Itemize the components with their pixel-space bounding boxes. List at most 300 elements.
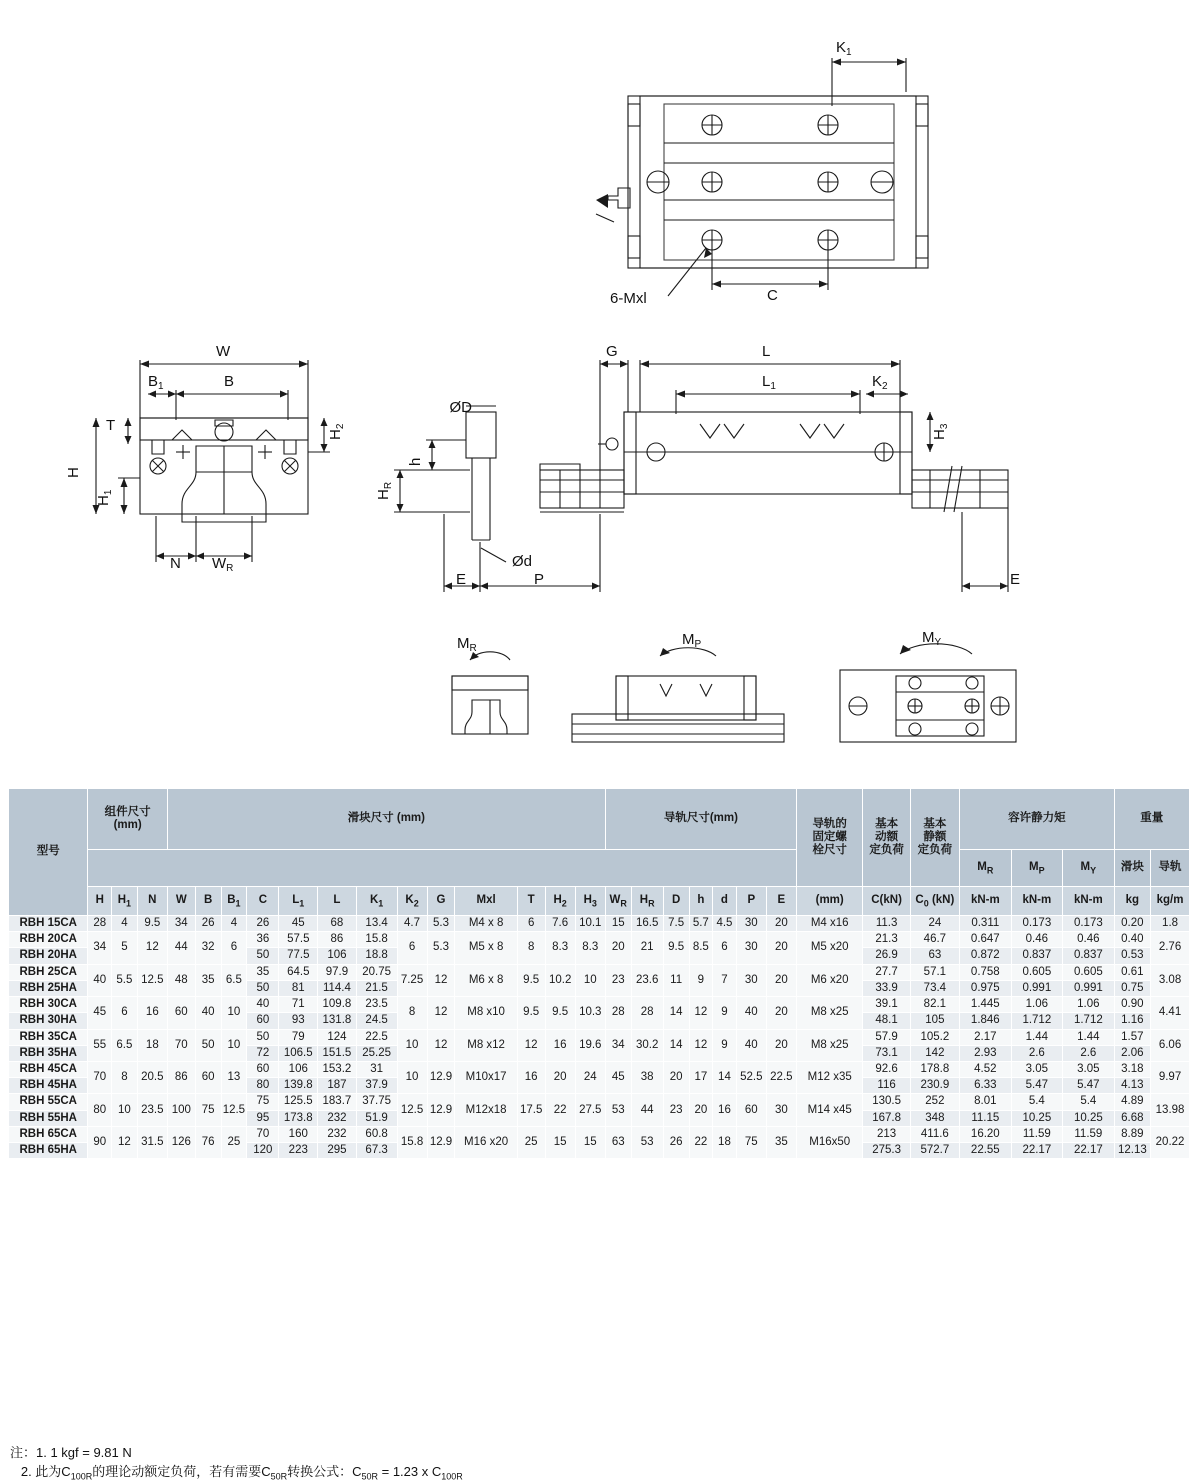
cell-WR: 28	[605, 997, 631, 1029]
cell-d: 16	[713, 1094, 737, 1126]
cell-weight-block: 0.61	[1114, 964, 1150, 980]
sym-K2: $K_2$	[397, 887, 427, 916]
cell-T: 6	[517, 916, 545, 932]
cell-model: RBH 45CA	[9, 1061, 88, 1077]
cell-MR: 4.52	[960, 1061, 1012, 1077]
label-h1: $H_1$	[95, 489, 114, 506]
cell-C-kN: 92.6	[863, 1061, 910, 1077]
cell-bolt: M8 x25	[796, 997, 863, 1029]
cell-H2: 16	[545, 1029, 575, 1061]
label-h2: $H_2$	[327, 423, 346, 440]
cell-Mxl: M4 x 8	[455, 916, 517, 932]
table-header-symbols	[9, 887, 1190, 916]
spec-table-wrap	[8, 788, 1190, 1159]
cell-P: 52.5	[736, 1061, 766, 1093]
cell-MY: 10.25	[1063, 1110, 1115, 1126]
cell-d: 4.5	[713, 916, 737, 932]
label-w: W	[216, 343, 231, 360]
cell-model: RBH 25CA	[9, 964, 88, 980]
cell-C-kN: 130.5	[863, 1094, 910, 1110]
table-row	[9, 916, 1190, 932]
cell-weight-block: 1.16	[1114, 1013, 1150, 1029]
cell-K2: 8	[397, 997, 427, 1029]
cell-MP: 5.4	[1011, 1094, 1063, 1110]
cell-H3: 27.5	[575, 1094, 605, 1126]
cell-bolt: M5 x20	[796, 932, 863, 964]
table-row	[9, 997, 1190, 1013]
cell-G: 12.9	[427, 1126, 455, 1158]
unit-w-block: kg	[1114, 887, 1150, 916]
cell-bolt: M4 x16	[796, 916, 863, 932]
sym-H: H	[88, 887, 112, 916]
sym-E: E	[766, 887, 796, 916]
cell-MY: 3.05	[1063, 1061, 1115, 1077]
cell-E: 22.5	[766, 1061, 796, 1093]
cell-H3: 19.6	[575, 1029, 605, 1061]
cell-E: 20	[766, 916, 796, 932]
table-row	[9, 964, 1190, 980]
cell-HR: 53	[631, 1126, 663, 1158]
cell-model: RBH 25HA	[9, 980, 88, 996]
cell-L: 232	[318, 1110, 357, 1126]
unit-mr: kN-m	[960, 887, 1012, 916]
cell-K1: 60.8	[356, 1126, 397, 1142]
cell-C0-kN: 24	[910, 916, 959, 932]
cell-K1: 21.5	[356, 980, 397, 996]
cell-L: 183.7	[318, 1094, 357, 1110]
cell-E: 20	[766, 1029, 796, 1061]
cell-C0-kN: 411.6	[910, 1126, 959, 1142]
cell-L1: 45	[279, 916, 318, 932]
cell-B: 32	[195, 932, 221, 964]
label-p: P	[534, 571, 545, 588]
cell-D: 26	[663, 1126, 689, 1158]
sym-d: d	[713, 887, 737, 916]
cell-B1: 10	[221, 1029, 247, 1061]
front-view	[93, 360, 331, 562]
cell-W: 100	[167, 1094, 195, 1126]
cell-MY: 11.59	[1063, 1126, 1115, 1142]
label-k2: $K_2$	[872, 373, 888, 392]
cell-C-kN: 116	[863, 1078, 910, 1094]
moment-diagrams	[452, 644, 1016, 742]
cell-K2: 4.7	[397, 916, 427, 932]
cell-W: 34	[167, 916, 195, 932]
cell-K2: 10	[397, 1029, 427, 1061]
cell-d: 18	[713, 1126, 737, 1158]
table-row	[9, 1061, 1190, 1077]
cell-K1: 22.5	[356, 1029, 397, 1045]
sub-weight-rail: 导轨	[1151, 850, 1190, 887]
cell-H2: 22	[545, 1094, 575, 1126]
col-rail-group: 导轨尺寸(mm)	[605, 789, 796, 850]
cell-K1: 13.4	[356, 916, 397, 932]
cell-C-kN: 73.1	[863, 1045, 910, 1061]
cell-C-kN: 167.8	[863, 1110, 910, 1126]
col-static-group: 基本 静额 定负荷	[910, 789, 959, 887]
cell-K1: 18.8	[356, 948, 397, 964]
cell-H1: 8	[112, 1061, 138, 1093]
cell-C-kN: 26.9	[863, 948, 910, 964]
sub-mp: $M_P$	[1011, 850, 1063, 887]
cell-MP: 1.44	[1011, 1029, 1063, 1045]
cell-L1: 71	[279, 997, 318, 1013]
cell-B1: 13	[221, 1061, 247, 1093]
cell-MP: 0.173	[1011, 916, 1063, 932]
cell-C-kN: 21.3	[863, 932, 910, 948]
cell-MY: 1.06	[1063, 997, 1115, 1013]
cell-MP: 2.6	[1011, 1045, 1063, 1061]
sym-K1: $K_1$	[356, 887, 397, 916]
cell-weight-block: 1.57	[1114, 1029, 1150, 1045]
cell-D: 23	[663, 1094, 689, 1126]
cell-HR: 21	[631, 932, 663, 964]
cell-K2: 7.25	[397, 964, 427, 996]
cell-model: RBH 45HA	[9, 1078, 88, 1094]
cell-H2: 8.3	[545, 932, 575, 964]
table-notes	[10, 1444, 463, 1483]
cell-H: 45	[88, 997, 112, 1029]
cell-G: 12	[427, 964, 455, 996]
sub-my: $M_Y$	[1063, 850, 1115, 887]
sym-h: h	[689, 887, 713, 916]
unit-my: kN-m	[1063, 887, 1115, 916]
cell-C-kN: 275.3	[863, 1143, 910, 1159]
cell-L: 97.9	[318, 964, 357, 980]
cell-W: 48	[167, 964, 195, 996]
cell-MP: 0.46	[1011, 932, 1063, 948]
cell-weight-rail: 1.8	[1151, 916, 1190, 932]
cell-C0-kN: 178.8	[910, 1061, 959, 1077]
cell-h: 17	[689, 1061, 713, 1093]
cell-N: 23.5	[137, 1094, 167, 1126]
cell-weight-block: 0.40	[1114, 932, 1150, 948]
cell-P: 30	[736, 916, 766, 932]
sym-C: C	[247, 887, 279, 916]
cell-B1: 6.5	[221, 964, 247, 996]
cell-L: 86	[318, 932, 357, 948]
cell-B: 76	[195, 1126, 221, 1158]
cell-weight-block: 6.68	[1114, 1110, 1150, 1126]
cell-C: 75	[247, 1094, 279, 1110]
cell-H3: 10.3	[575, 997, 605, 1029]
sym-G: G	[427, 887, 455, 916]
cell-K2: 10	[397, 1061, 427, 1093]
cell-H3: 24	[575, 1061, 605, 1093]
cell-h: 12	[689, 997, 713, 1029]
cell-D: 11	[663, 964, 689, 996]
col-weight-group: 重量	[1114, 789, 1189, 850]
cell-C0-kN: 105.2	[910, 1029, 959, 1045]
cell-N: 16	[137, 997, 167, 1029]
cell-P: 30	[736, 932, 766, 964]
cell-C: 50	[247, 948, 279, 964]
label-od-small: Ød	[512, 553, 533, 570]
cell-P: 60	[736, 1094, 766, 1126]
cell-H: 55	[88, 1029, 112, 1061]
cell-L: 153.2	[318, 1061, 357, 1077]
cell-model: RBH 35CA	[9, 1029, 88, 1045]
cell-C0-kN: 572.7	[910, 1143, 959, 1159]
cell-B1: 10	[221, 997, 247, 1029]
cell-C0-kN: 73.4	[910, 980, 959, 996]
label-b: B	[224, 373, 235, 390]
cell-C-kN: 39.1	[863, 997, 910, 1013]
cell-L: 232	[318, 1126, 357, 1142]
cell-d: 6	[713, 932, 737, 964]
cell-L: 68	[318, 916, 357, 932]
cell-MY: 2.6	[1063, 1045, 1115, 1061]
cell-G: 12.9	[427, 1094, 455, 1126]
cell-H: 40	[88, 964, 112, 996]
cell-C0-kN: 82.1	[910, 997, 959, 1013]
cell-G: 12.9	[427, 1061, 455, 1093]
top-view	[596, 58, 928, 296]
cell-MY: 0.837	[1063, 948, 1115, 964]
unit-w-rail: kg/m	[1151, 887, 1190, 916]
sym-Mxl: Mxl	[455, 887, 517, 916]
cell-model: RBH 65CA	[9, 1126, 88, 1142]
cell-weight-block: 0.20	[1114, 916, 1150, 932]
cell-W: 44	[167, 932, 195, 964]
col-block-group: 滑块尺寸 (mm)	[167, 789, 605, 850]
cell-HR: 44	[631, 1094, 663, 1126]
label-g: G	[606, 343, 618, 360]
table-row	[9, 932, 1190, 948]
cell-bolt: M12 x35	[796, 1061, 863, 1093]
sub-mr: $M_R$	[960, 850, 1012, 887]
cell-B1: 12.5	[221, 1094, 247, 1126]
table-row	[9, 1029, 1190, 1045]
cell-HR: 38	[631, 1061, 663, 1093]
cell-Mxl: M8 x10	[455, 997, 517, 1029]
cell-D: 14	[663, 997, 689, 1029]
cell-L: 295	[318, 1143, 357, 1159]
sym-B1: $B_1$	[221, 887, 247, 916]
cell-T: 9.5	[517, 964, 545, 996]
cell-MP: 5.47	[1011, 1078, 1063, 1094]
cell-T: 12	[517, 1029, 545, 1061]
cell-H: 34	[88, 932, 112, 964]
cell-C-kN: 27.7	[863, 964, 910, 980]
cell-weight-block: 4.13	[1114, 1078, 1150, 1094]
cell-H1: 5	[112, 932, 138, 964]
cell-D: 20	[663, 1061, 689, 1093]
sym-HR: $H_R$	[631, 887, 663, 916]
cell-L1: 173.8	[279, 1110, 318, 1126]
cell-L1: 125.5	[279, 1094, 318, 1110]
cell-W: 70	[167, 1029, 195, 1061]
cell-MR: 22.55	[960, 1143, 1012, 1159]
cell-H2: 10.2	[545, 964, 575, 996]
cell-B1: 6	[221, 932, 247, 964]
cell-MY: 0.173	[1063, 916, 1115, 932]
label-n: N	[170, 555, 181, 572]
sym-P: P	[736, 887, 766, 916]
cell-MR: 6.33	[960, 1078, 1012, 1094]
cell-C0-kN: 348	[910, 1110, 959, 1126]
sym-B: B	[195, 887, 221, 916]
table-row	[9, 1126, 1190, 1142]
cell-K2: 6	[397, 932, 427, 964]
cell-C0-kN: 142	[910, 1045, 959, 1061]
cell-WR: 63	[605, 1126, 631, 1158]
sym-H3: $H_3$	[575, 887, 605, 916]
note-line-1: 注：1. 1 kgf = 9.81 N	[10, 1445, 132, 1460]
cell-MR: 16.20	[960, 1126, 1012, 1142]
cell-G: 12	[427, 997, 455, 1029]
sym-L: L	[318, 887, 357, 916]
col-moment-group: 容许静力矩	[960, 789, 1115, 850]
cell-h: 12	[689, 1029, 713, 1061]
cell-L1: 160	[279, 1126, 318, 1142]
cell-HR: 28	[631, 997, 663, 1029]
cell-C0-kN: 252	[910, 1094, 959, 1110]
label-wr: $W_R$	[212, 555, 234, 574]
cell-model: RBH 55CA	[9, 1094, 88, 1110]
cell-L: 131.8	[318, 1013, 357, 1029]
sym-bolt: (mm)	[796, 887, 863, 916]
sym-C0: $C_0$ (kN)	[910, 887, 959, 916]
cell-C: 60	[247, 1061, 279, 1077]
cell-L: 114.4	[318, 980, 357, 996]
cell-L1: 106	[279, 1061, 318, 1077]
cell-C0-kN: 105	[910, 1013, 959, 1029]
cell-G: 12	[427, 1029, 455, 1061]
cell-B1: 4	[221, 916, 247, 932]
sub-weight-block: 滑块	[1114, 850, 1150, 887]
cell-model: RBH 20HA	[9, 948, 88, 964]
cell-G: 5.3	[427, 916, 455, 932]
cell-L1: 64.5	[279, 964, 318, 980]
cell-H: 90	[88, 1126, 112, 1158]
cell-N: 20.5	[137, 1061, 167, 1093]
cell-model: RBH 15CA	[9, 916, 88, 932]
label-my: $M_Y$	[922, 629, 942, 648]
cell-P: 40	[736, 1029, 766, 1061]
unit-mp: kN-m	[1011, 887, 1063, 916]
cell-WR: 15	[605, 916, 631, 932]
sym-W: W	[167, 887, 195, 916]
cell-MR: 2.17	[960, 1029, 1012, 1045]
cell-P: 30	[736, 964, 766, 996]
cell-d: 9	[713, 997, 737, 1029]
cell-L1: 81	[279, 980, 318, 996]
cell-T: 25	[517, 1126, 545, 1158]
cell-MR: 0.758	[960, 964, 1012, 980]
col-model: 型号	[9, 789, 88, 916]
col-assembly-group: 组件尺寸 (mm)	[88, 789, 167, 850]
cell-MY: 0.991	[1063, 980, 1115, 996]
cell-H3: 15	[575, 1126, 605, 1158]
cell-h: 20	[689, 1094, 713, 1126]
cell-C: 36	[247, 932, 279, 948]
cell-L1: 77.5	[279, 948, 318, 964]
cell-MR: 0.872	[960, 948, 1012, 964]
cell-H1: 5.5	[112, 964, 138, 996]
cell-bolt: M6 x20	[796, 964, 863, 996]
cell-W: 86	[167, 1061, 195, 1093]
cell-C: 120	[247, 1143, 279, 1159]
cell-N: 12.5	[137, 964, 167, 996]
sym-WR: $W_R$	[605, 887, 631, 916]
cell-C-kN: 48.1	[863, 1013, 910, 1029]
label-h: H	[65, 467, 82, 478]
label-mp: $M_P$	[682, 631, 702, 650]
cell-L: 151.5	[318, 1045, 357, 1061]
cell-T: 17.5	[517, 1094, 545, 1126]
cell-weight-rail: 2.76	[1151, 932, 1190, 964]
cell-H1: 6.5	[112, 1029, 138, 1061]
cell-W: 126	[167, 1126, 195, 1158]
note-line-2: 2. 此为$C_{100R}$的理论动额定负荷，若有需要$C_{50R}$转换公式：$C_{50R} = 1.23$ x $C_{100R}$	[10, 1463, 463, 1482]
cell-weight-block: 12.13	[1114, 1143, 1150, 1159]
cell-D: 7.5	[663, 916, 689, 932]
cell-MR: 8.01	[960, 1094, 1012, 1110]
cell-L: 106	[318, 948, 357, 964]
cell-E: 35	[766, 1126, 796, 1158]
cell-H1: 6	[112, 997, 138, 1029]
sym-H1: $H_1$	[112, 887, 138, 916]
table-row	[9, 1094, 1190, 1110]
cell-C-kN: 213	[863, 1126, 910, 1142]
cell-model: RBH 30HA	[9, 1013, 88, 1029]
sym-D: D	[663, 887, 689, 916]
col-dynamic-group: 基本 动额 定负荷	[863, 789, 910, 887]
cell-MR: 0.647	[960, 932, 1012, 948]
cell-weight-rail: 4.41	[1151, 997, 1190, 1029]
cell-MR: 2.93	[960, 1045, 1012, 1061]
cell-MY: 5.47	[1063, 1078, 1115, 1094]
cell-H2: 9.5	[545, 997, 575, 1029]
cell-E: 20	[766, 964, 796, 996]
cell-H2: 7.6	[545, 916, 575, 932]
cell-C: 40	[247, 997, 279, 1013]
cell-N: 9.5	[137, 916, 167, 932]
cell-MY: 1.44	[1063, 1029, 1115, 1045]
cell-P: 75	[736, 1126, 766, 1158]
cell-MP: 1.06	[1011, 997, 1063, 1013]
label-h-small: h	[407, 457, 424, 466]
cell-H: 28	[88, 916, 112, 932]
cell-h: 22	[689, 1126, 713, 1158]
cell-MR: 0.311	[960, 916, 1012, 932]
cell-MY: 0.605	[1063, 964, 1115, 980]
cell-C0-kN: 46.7	[910, 932, 959, 948]
cell-model: RBH 35HA	[9, 1045, 88, 1061]
cell-L1: 79	[279, 1029, 318, 1045]
cell-Mxl: M5 x 8	[455, 932, 517, 964]
label-t: T	[106, 417, 116, 434]
cell-B1: 25	[221, 1126, 247, 1158]
cell-L: 124	[318, 1029, 357, 1045]
cell-C: 95	[247, 1110, 279, 1126]
cell-B: 40	[195, 997, 221, 1029]
cell-MR: 0.975	[960, 980, 1012, 996]
label-6mxl: 6-Mxl	[610, 290, 647, 307]
cell-MP: 1.712	[1011, 1013, 1063, 1029]
col-bolt-group: 导轨的 固定螺 栓尺寸	[796, 789, 863, 887]
cell-weight-rail: 9.97	[1151, 1061, 1190, 1093]
cell-L1: 223	[279, 1143, 318, 1159]
cell-C: 50	[247, 1029, 279, 1045]
cell-MR: 1.445	[960, 997, 1012, 1013]
cell-MP: 0.991	[1011, 980, 1063, 996]
cell-K1: 31	[356, 1061, 397, 1077]
cell-weight-rail: 13.98	[1151, 1094, 1190, 1126]
cell-C: 80	[247, 1078, 279, 1094]
cell-weight-rail: 3.08	[1151, 964, 1190, 996]
